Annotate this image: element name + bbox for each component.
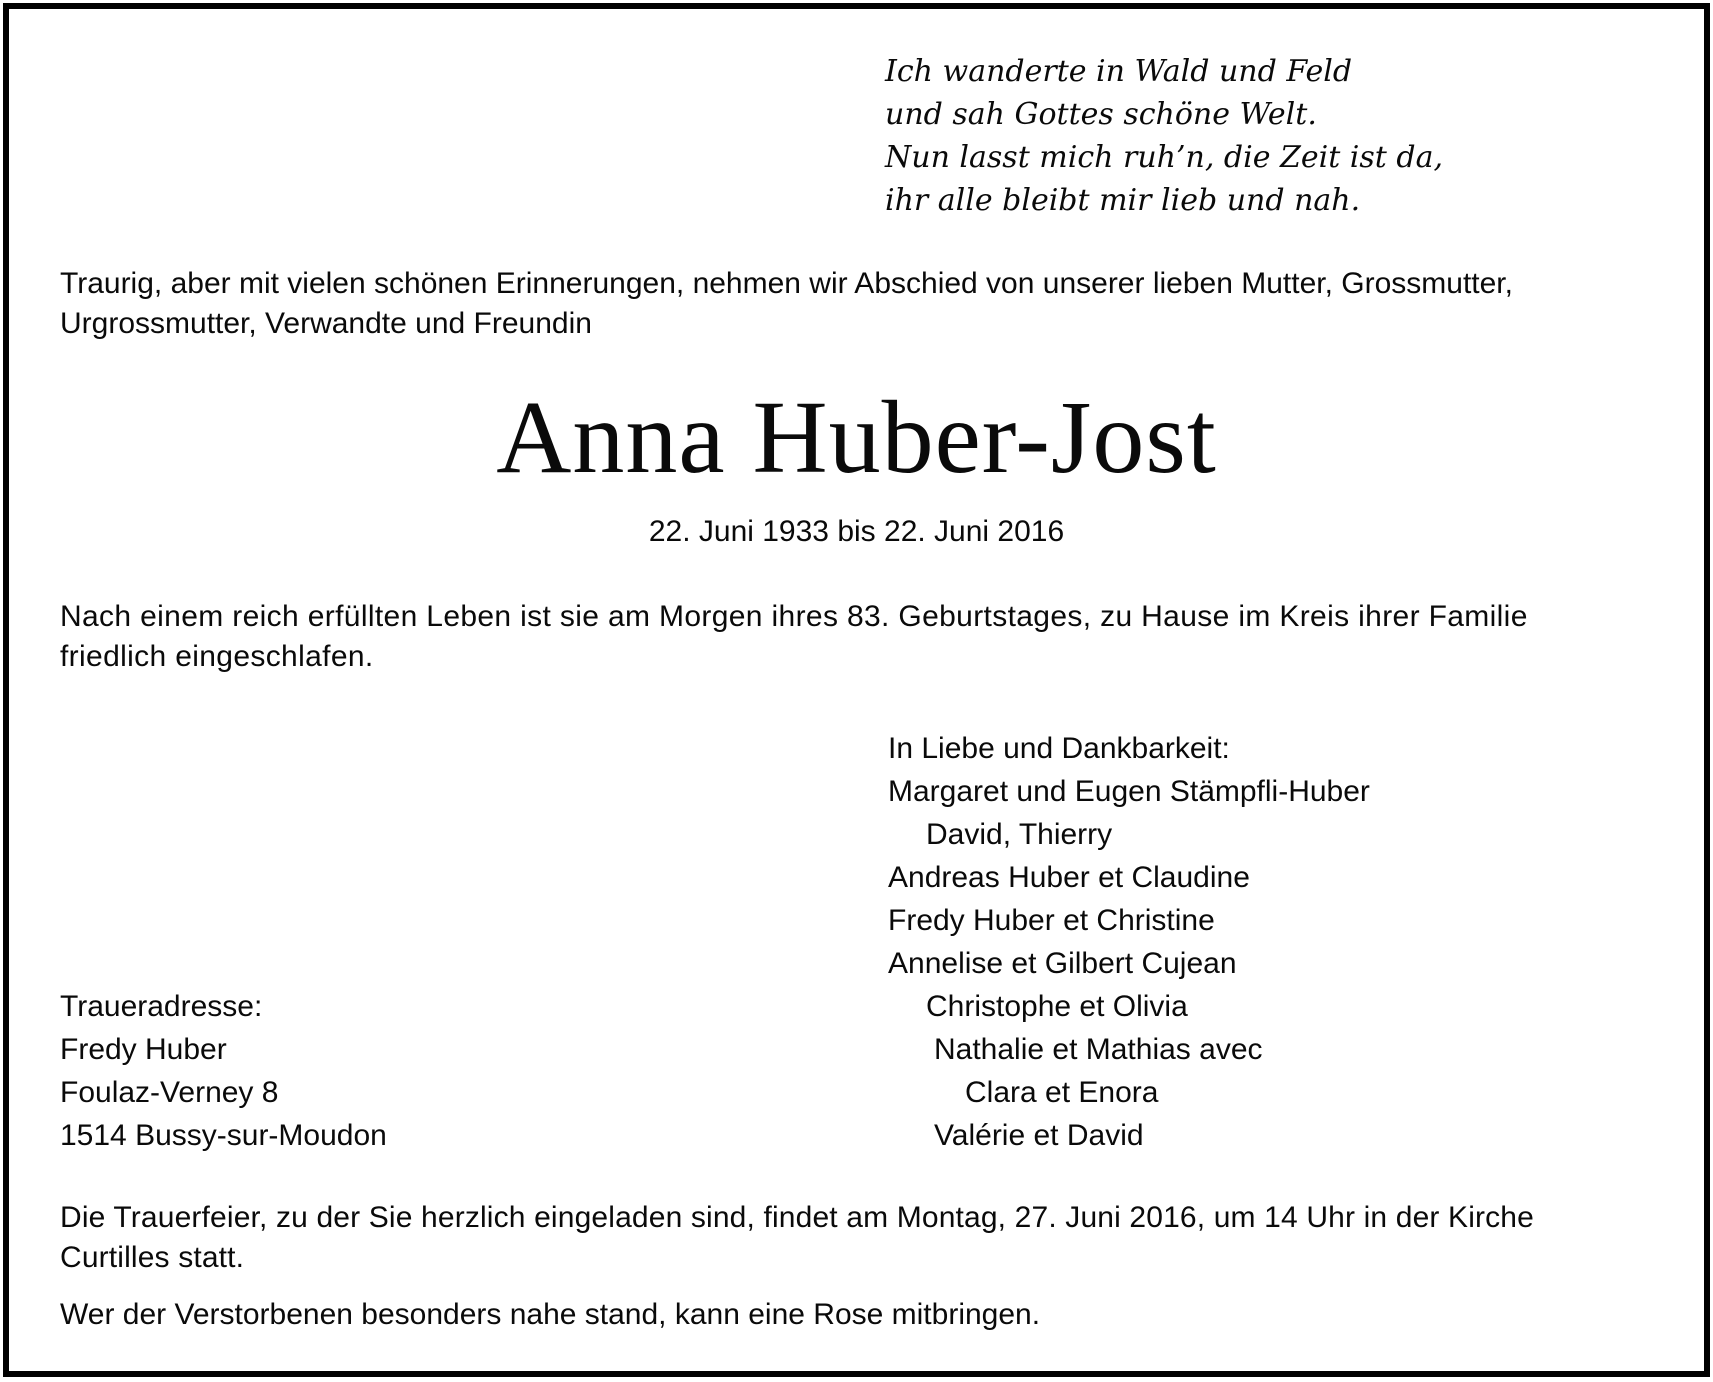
family-member: Valérie et David	[934, 1119, 1144, 1152]
family-member: Margaret und Eugen Stämpfli-Huber	[888, 775, 1370, 808]
rose-note: Wer der Verstorbenen besonders nahe stand, kann eine Rose mitbringen.	[60, 1298, 1041, 1331]
life-line: friedlich eingeschlafen.	[60, 640, 374, 673]
life-dates: 22. Juni 1933 bis 22. Juni 2016	[648, 515, 1065, 548]
family-member: Annelise et Gilbert Cujean	[888, 947, 1237, 980]
service-line: Die Trauerfeier, zu der Sie herzlich eingeladen sind, findet am Montag, 27. Juni 2016, um 14 Uhr in der Kirche	[60, 1201, 1534, 1234]
family-member: Christophe et Olivia	[926, 990, 1188, 1023]
family-heading: In Liebe und Dankbarkeit:	[888, 732, 1230, 765]
service-line: Curtilles statt.	[60, 1241, 245, 1274]
family-member: Andreas Huber et Claudine	[888, 861, 1250, 894]
deceased-name: Anna Huber-Jost	[496, 380, 1217, 495]
family-member: David, Thierry	[926, 818, 1113, 851]
family-member: Nathalie et Mathias avec	[934, 1033, 1263, 1066]
mourning-address	[60, 985, 387, 1157]
poem-verse	[885, 50, 1443, 222]
family-list	[888, 727, 1370, 1157]
service-paragraph	[60, 1198, 1534, 1278]
family-member: Clara et Enora	[965, 1076, 1159, 1109]
address-name: Fredy Huber	[60, 1033, 227, 1066]
obituary-frame	[3, 3, 1710, 1377]
life-paragraph	[60, 597, 1528, 677]
poem-line: Ich wanderte in Wald und Feld	[885, 54, 1353, 89]
family-member: Fredy Huber et Christine	[888, 904, 1215, 937]
intro-line: Traurig, aber mit vielen schönen Erinnerungen, nehmen wir Abschied von unserer lieben Mutter, Grossmutter,	[60, 267, 1513, 300]
intro-line: Urgrossmutter, Verwandte und Freundin	[60, 307, 592, 340]
address-city: 1514 Bussy-sur-Moudon	[60, 1119, 387, 1152]
poem-line: Nun lasst mich ruh’n, die Zeit ist da,	[885, 140, 1443, 175]
address-street: Foulaz-Verney 8	[60, 1076, 279, 1109]
poem-line: ihr alle bleibt mir lieb und nah.	[885, 183, 1361, 218]
life-line: Nach einem reich erfüllten Leben ist sie am Morgen ihres 83. Geburtstages, zu Hause im Kreis ihrer Familie	[60, 600, 1528, 633]
intro-paragraph	[60, 264, 1513, 344]
address-label: Traueradresse:	[60, 990, 263, 1023]
poem-line: und sah Gottes schöne Welt.	[885, 97, 1317, 132]
